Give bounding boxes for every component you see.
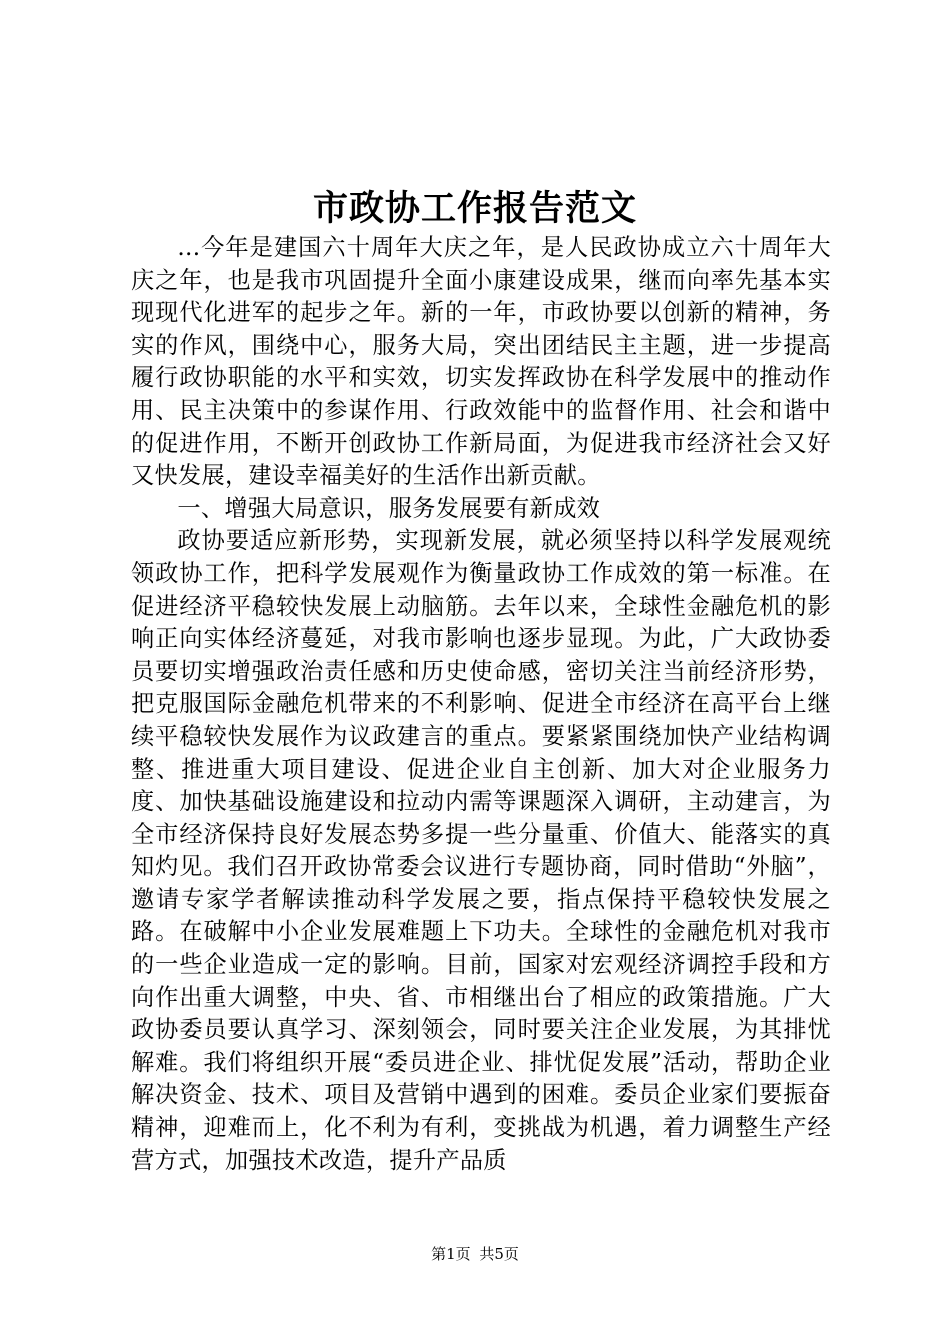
- section-heading: 一、增强大局意识，服务发展要有新成效: [177, 494, 601, 522]
- page-number: 第1页: [431, 1245, 471, 1263]
- document-title: 市政协工作报告范文: [312, 188, 637, 229]
- body-paragraph: 政协要适应新形势，实现新发展，就必须坚持以科学发展观统领政协工作，把科学发展观作为衡量政协工作成效的第一标准。在促进经济平稳较快发展上动脑筋。去年以来，全球性金融危机的影响正向实体经济蔓延，对我市影响也逐步显现。为此，广大政协委员要切实增强政治责任感和历史使命感，密切关注当前经济形势，把克服国际金融危机带来的不利影响、促进全市经济在高平台上继续平稳较快发展作为议政建言的重点。要紧紧围绕加快产业结构调整、推进重大项目建设、促进企业自主创新、加大对企业服务力度、加快基础设施建设和拉动内需等课题深入调研，主动建言，为全市经济保持良好发展态势多提一些分量重、价值大、能落实的真知灼见。我们召开政协常委会议进行专题协商，同时借助“外脑”，邀请专家学者解读推动科学发展之要，指点保持平稳较快发展之路。在破解中小企业发展难题上下功夫。全球性的金融危机对我市的一些企业造成一定的影响。目前，国家对宏观经济调控手段和方向作出重大调整，中央、省、市相继出台了相应的政策措施。广大政协委员要认真学习、深刻领会，同时要关注企业发展，为其排忧解难。我们将组织开展“委员进企业、排忧促发展”活动，帮助企业解决资金、技术、项目及营销中遇到的困难。委员企业家们要振奋精神，迎难而上，化不利为有利，变挑战为机遇，着力调整生产经营方式，加强技术改造，提升产品质: [131, 527, 831, 1174]
- page-footer: [0, 1244, 950, 1264]
- document-body: [131, 232, 831, 1177]
- page-total: 共5页: [479, 1245, 519, 1263]
- intro-paragraph: ...今年是建国六十周年大庆之年，是人民政协成立六十周年大庆之年，也是我市巩固提升全面小康建设成果，继而向率先基本实现现代化进军的起步之年。新的一年，市政协要以创新的精神，务实的作风，围绕中心，服务大局，突出团结民主主题，进一步提高履行政协职能的水平和实效，切实发挥政协在科学发展中的推动作用、民主决策中的参谋作用、行政效能中的监督作用、社会和谐中的促进作用，不断开创政协工作新局面，为促进我市经济社会又好又快发展，建设幸福美好的生活作出新贡献。: [131, 234, 831, 490]
